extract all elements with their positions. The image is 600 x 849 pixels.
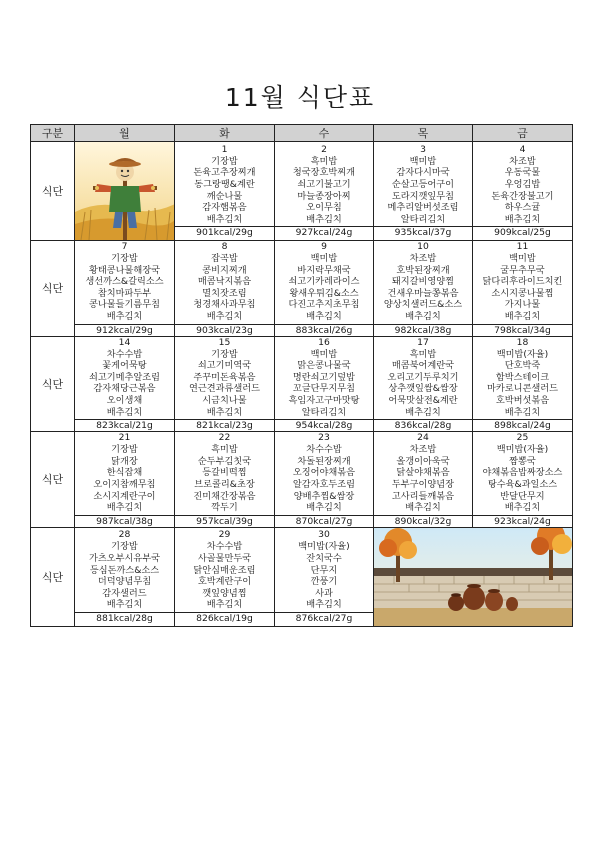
menu-item: 생선까스&갈릭소스 — [85, 276, 164, 288]
day-cell-wednesday — [275, 527, 374, 626]
calorie-protein: 923kcal/24g — [473, 515, 572, 527]
menu-item: 닭다리후라이드치킨 — [482, 276, 563, 288]
date-number: 10 — [374, 241, 472, 252]
menu-item: 닭살야채볶음 — [396, 467, 450, 479]
menu-item: 하우스귤 — [504, 202, 541, 214]
header-friday: 금 — [473, 125, 573, 142]
menu-item: 건새우마늘쫑볶음 — [387, 287, 459, 299]
menu-item: 잔치국수 — [306, 553, 342, 564]
menu-item: 감자채당근볶음 — [93, 383, 156, 395]
menu-item: 차수수밥 — [206, 541, 243, 553]
menu-item: 백미밥 — [310, 253, 338, 264]
week-row — [31, 142, 573, 241]
page-title: 11월 식단표 — [224, 83, 376, 112]
menu-items — [275, 155, 373, 227]
date-number: 18 — [473, 337, 572, 348]
date-number: 23 — [275, 432, 373, 443]
menu-item: 브로콜리&초장 — [194, 478, 255, 490]
menu-items — [473, 443, 572, 515]
menu-item: 한식잡채 — [106, 467, 143, 479]
menu-items — [75, 540, 174, 612]
menu-items — [75, 252, 174, 324]
date-number: 17 — [374, 337, 472, 348]
menu-item: 쇠고기카레라이스 — [288, 276, 360, 288]
menu-items — [275, 252, 373, 324]
menu-item: 백미밥 — [509, 253, 536, 264]
menu-item: 함박스테이크 — [495, 371, 550, 383]
menu-item: 백미밥(자율) — [298, 541, 350, 553]
menu-item: 배추김치 — [504, 502, 541, 514]
calorie-protein: 903kcal/23g — [175, 324, 274, 336]
menu-item: 배추김치 — [306, 599, 342, 611]
menu-item: 감자다시마국 — [396, 167, 450, 179]
menu-item: 고사리들깨볶음 — [391, 490, 455, 502]
day-cell-thursday — [374, 142, 473, 241]
menu-table — [30, 124, 573, 627]
menu-item: 알타리김치 — [301, 406, 347, 418]
day-cell-wednesday — [275, 336, 374, 432]
calorie-protein: 901kcal/29g — [175, 226, 274, 238]
calorie-protein: 883kcal/26g — [275, 324, 373, 336]
calorie-protein: 798kcal/34g — [473, 324, 572, 336]
menu-item: 더덕양념무침 — [97, 576, 152, 588]
menu-item: 흑미밥 — [409, 348, 437, 360]
menu-item: 백미밥 — [409, 155, 437, 167]
menu-item: 굴무추무국 — [500, 264, 545, 276]
menu-item: 깨순나물 — [206, 190, 243, 202]
day-cell-tuesday — [175, 432, 275, 528]
menu-item: 깻잎양념찜 — [202, 587, 247, 599]
day-cell-wednesday — [275, 432, 374, 528]
date-number: 9 — [275, 241, 373, 252]
menu-item: 호박계란구이 — [197, 576, 252, 588]
menu-items — [75, 443, 174, 515]
row-label: 식단 — [31, 241, 75, 337]
row-label: 식단 — [31, 527, 75, 626]
menu-item: 상추깻잎쌈&쌈장 — [388, 383, 458, 395]
date-number: 1 — [175, 144, 274, 155]
menu-item: 배추김치 — [405, 502, 441, 514]
menu-items — [374, 252, 472, 324]
menu-item: 맑은콩나물국 — [297, 360, 351, 372]
menu-item: 알타리김치 — [400, 213, 446, 225]
menu-items — [275, 540, 373, 612]
menu-item: 깐풍기 — [310, 576, 338, 588]
menu-item: 흑미밥 — [211, 444, 238, 456]
date-number: 29 — [175, 529, 274, 540]
day-cell-tuesday — [175, 142, 275, 241]
menu-items — [175, 443, 274, 515]
calorie-protein: 821kcal/23g — [175, 419, 274, 431]
row-label: 식단 — [31, 142, 75, 241]
menu-item: 쇠고기메추알조림 — [88, 371, 160, 383]
menu-item: 매콤북어계란국 — [391, 360, 455, 372]
menu-item: 배추김치 — [206, 213, 243, 225]
menu-items — [374, 348, 472, 420]
date-number: 8 — [175, 241, 274, 252]
menu-item: 돈육고추장찌개 — [193, 167, 256, 179]
menu-item: 등심돈까스&소스 — [89, 564, 160, 576]
menu-item: 도라지깻잎무침 — [391, 190, 455, 202]
calorie-protein: 898kcal/24g — [473, 419, 572, 431]
menu-item: 명란쇠고기덮밥 — [292, 371, 356, 383]
menu-item: 감자햄볶음 — [202, 202, 247, 214]
menu-item: 닭개장 — [111, 455, 138, 467]
menu-item: 황태콩나물해장국 — [88, 264, 160, 276]
menu-item: 깍두기 — [211, 502, 238, 514]
date-number: 16 — [275, 337, 373, 348]
menu-item: 꼬글단무지무침 — [292, 383, 356, 395]
menu-item: 탕수육&과일소스 — [487, 478, 558, 490]
menu-item: 배추김치 — [106, 310, 143, 322]
menu-item: 사골물만두국 — [197, 553, 252, 564]
menu-item: 순살고등어구이 — [391, 178, 455, 190]
calorie-protein: 870kcal/27g — [275, 515, 373, 527]
menu-item: 짬뽕국 — [509, 455, 536, 467]
menu-item: 멸치잣조림 — [202, 287, 247, 299]
menu-item: 배추김치 — [306, 310, 342, 322]
menu-item: 백미밥 — [310, 348, 338, 360]
date-number: 30 — [275, 529, 373, 540]
calorie-protein: 823kcal/21g — [75, 419, 174, 431]
day-cell-friday — [473, 241, 573, 337]
header-tuesday: 화 — [175, 125, 275, 142]
date-number: 25 — [473, 432, 572, 443]
day-cell-thursday — [374, 241, 473, 337]
menu-item: 차수수밥 — [306, 444, 342, 456]
header-wednesday: 수 — [275, 125, 374, 142]
menu-item: 두부구이양념장 — [391, 478, 455, 490]
menu-items — [75, 348, 174, 420]
menu-item: 참치마파두부 — [97, 287, 152, 299]
menu-item: 차조밥 — [409, 253, 437, 264]
calorie-protein: 826kcal/19g — [175, 612, 274, 624]
date-number: 4 — [473, 144, 572, 155]
menu-item: 마늘종장아찌 — [297, 190, 351, 202]
menu-item: 배추김치 — [206, 406, 243, 418]
menu-item: 왕새우튀김&소스 — [289, 287, 359, 299]
calorie-protein: 954kcal/28g — [275, 419, 373, 431]
menu-items — [175, 348, 274, 420]
menu-items — [175, 540, 274, 612]
menu-item: 배추김치 — [206, 310, 243, 322]
calorie-protein: 935kcal/37g — [374, 226, 472, 238]
day-cell-wednesday — [275, 142, 374, 241]
calorie-protein: 836kcal/28g — [374, 419, 472, 431]
menu-item: 매콤낙지볶음 — [197, 276, 252, 288]
calorie-protein: 881kcal/28g — [75, 612, 174, 624]
menu-item: 차돌된장찌개 — [297, 455, 351, 467]
menu-item: 양상치샐러드&소스 — [383, 299, 463, 311]
menu-item: 배추김치 — [306, 502, 342, 514]
menu-item: 배추김치 — [106, 502, 143, 514]
header-row — [31, 125, 573, 142]
day-cell-tuesday — [175, 527, 275, 626]
date-number: 3 — [374, 144, 472, 155]
menu-item: 알감자호두조림 — [292, 478, 356, 490]
menu-item: 사과 — [315, 587, 333, 599]
row-label: 식단 — [31, 336, 75, 432]
menu-item: 오징어야채볶음 — [292, 467, 356, 479]
day-cell-tuesday — [175, 241, 275, 337]
menu-item: 오이지참깨무침 — [93, 478, 156, 490]
menu-item: 청국장호박찌개 — [292, 167, 356, 179]
menu-items — [374, 155, 472, 227]
row-label: 식단 — [31, 432, 75, 528]
calorie-protein: 912kcal/29g — [75, 324, 174, 336]
day-cell-monday — [75, 336, 175, 432]
autumn-wall-image — [374, 528, 573, 626]
menu-item: 단무지 — [310, 564, 338, 576]
day-cell-friday — [473, 336, 573, 432]
menu-item: 배추김치 — [306, 213, 342, 225]
menu-item: 어묵맛살전&계란 — [388, 394, 458, 406]
menu-item: 기장밥 — [211, 155, 238, 167]
menu-items — [473, 252, 572, 324]
menu-item: 주꾸미돈육볶음 — [193, 371, 256, 383]
date-number: 21 — [75, 432, 174, 443]
menu-item: 콩비지찌개 — [202, 264, 247, 276]
header-thursday: 목 — [374, 125, 473, 142]
menu-item: 메추리알버섯조림 — [387, 202, 459, 214]
menu-item: 배추김치 — [206, 599, 243, 611]
menu-item: 오이생채 — [106, 394, 143, 406]
day-cell-monday — [75, 241, 175, 337]
menu-item: 배추김치 — [106, 406, 143, 418]
header-category: 구분 — [31, 125, 75, 142]
menu-item: 청경채사과무침 — [193, 299, 256, 311]
day-cell-friday — [473, 432, 573, 528]
menu-item: 바지락무채국 — [297, 264, 351, 276]
menu-item: 백미밥(자율) — [496, 444, 549, 456]
menu-item: 잡곡밥 — [211, 253, 238, 264]
menu-item: 배추김치 — [504, 406, 541, 418]
menu-item: 진미채간장볶음 — [193, 490, 256, 502]
menu-item: 흑임자고구마맛탕 — [288, 394, 360, 406]
date-number: 15 — [175, 337, 274, 348]
calorie-protein: 957kcal/39g — [175, 515, 274, 527]
day-cell-thursday — [374, 432, 473, 528]
menu-item: 오리고기두루치기 — [387, 371, 459, 383]
menu-item: 백미밥(자율) — [496, 348, 549, 360]
menu-item: 단호박죽 — [504, 360, 541, 372]
illustration-cell — [75, 142, 175, 241]
menu-item: 가지나물 — [504, 299, 541, 311]
menu-item: 돈육간장불고기 — [491, 190, 554, 202]
calorie-protein: 982kcal/38g — [374, 324, 472, 336]
date-number: 11 — [473, 241, 572, 252]
menu-item: 감자샐러드 — [102, 587, 147, 599]
week-row — [31, 432, 573, 528]
date-number: 14 — [75, 337, 174, 348]
menu-items — [275, 443, 373, 515]
menu-item: 소시지콩나물찜 — [491, 287, 554, 299]
menu-item: 닭안심매운조림 — [193, 564, 256, 576]
menu-item: 반달단무지 — [500, 490, 545, 502]
menu-item: 호박버섯볶음 — [495, 394, 550, 406]
menu-item: 가츠오부시유부국 — [88, 553, 160, 564]
illustration-cell — [374, 527, 573, 626]
day-cell-monday — [75, 432, 175, 528]
day-cell-monday — [75, 527, 175, 626]
day-cell-friday — [473, 142, 573, 241]
date-number: 22 — [175, 432, 274, 443]
day-cell-tuesday — [175, 336, 275, 432]
week-row — [31, 336, 573, 432]
menu-item: 콩나물들기름무침 — [88, 299, 160, 311]
week-row — [31, 241, 573, 337]
date-number: 7 — [75, 241, 174, 252]
menu-item: 소시지계란구이 — [93, 490, 156, 502]
menu-item: 기장밥 — [211, 348, 238, 360]
menu-items — [175, 155, 274, 227]
calorie-protein: 890kcal/32g — [374, 515, 472, 527]
date-number: 2 — [275, 144, 373, 155]
calorie-protein: 927kcal/24g — [275, 226, 373, 238]
menu-item: 차조밥 — [409, 444, 437, 456]
menu-item: 동그랑땡&계란 — [194, 178, 255, 190]
menu-item: 배추김치 — [405, 406, 441, 418]
menu-item: 등갈비떡찜 — [202, 467, 247, 479]
menu-item: 쇠고기미역국 — [197, 360, 252, 372]
menu-items — [473, 348, 572, 420]
scarecrow-image — [75, 142, 175, 240]
calorie-protein: 987kcal/38g — [75, 515, 174, 527]
day-cell-wednesday — [275, 241, 374, 337]
menu-item: 우엉김밥 — [504, 178, 541, 190]
menu-item: 올갱이아욱국 — [396, 455, 450, 467]
menu-item: 배추김치 — [504, 213, 541, 225]
menu-item: 흑미밥 — [310, 155, 338, 167]
menu-item: 다진고추지초무침 — [288, 299, 360, 311]
calorie-protein: 876kcal/27g — [275, 612, 373, 624]
menu-item: 양배추찜&쌈장 — [293, 490, 355, 502]
header-monday: 월 — [75, 125, 175, 142]
menu-items — [275, 348, 373, 420]
menu-item: 차조밥 — [509, 155, 536, 167]
menu-items — [175, 252, 274, 324]
menu-item: 연근견과류샐러드 — [188, 383, 260, 395]
day-cell-thursday — [374, 336, 473, 432]
menu-item: 배추김치 — [106, 599, 143, 611]
menu-item: 호박된장찌개 — [396, 264, 450, 276]
menu-item: 돼지갈비영양찜 — [391, 276, 455, 288]
menu-item: 차수수밥 — [106, 348, 143, 360]
menu-item: 순두부김칫국 — [197, 455, 252, 467]
menu-item: 기장밥 — [111, 253, 138, 264]
date-number: 28 — [75, 529, 174, 540]
menu-item: 기장밥 — [111, 444, 138, 456]
week-row — [31, 527, 573, 626]
menu-item: 배추김치 — [504, 310, 541, 322]
menu-item: 기장밥 — [111, 541, 138, 553]
calorie-protein: 909kcal/25g — [473, 226, 572, 238]
menu-item: 시금치나물 — [202, 394, 247, 406]
menu-item: 오이무침 — [306, 202, 342, 214]
menu-item: 야채볶음밥짜장소스 — [482, 467, 563, 479]
menu-item: 꽃게어묵탕 — [102, 360, 147, 372]
menu-item: 우동국물 — [504, 167, 541, 179]
date-number: 24 — [374, 432, 472, 443]
menu-items — [374, 443, 472, 515]
menu-items — [473, 155, 572, 227]
menu-item: 마카로니콘샐러드 — [486, 383, 558, 395]
menu-item: 배추김치 — [405, 310, 441, 322]
menu-item: 쇠고기불고기 — [297, 178, 351, 190]
